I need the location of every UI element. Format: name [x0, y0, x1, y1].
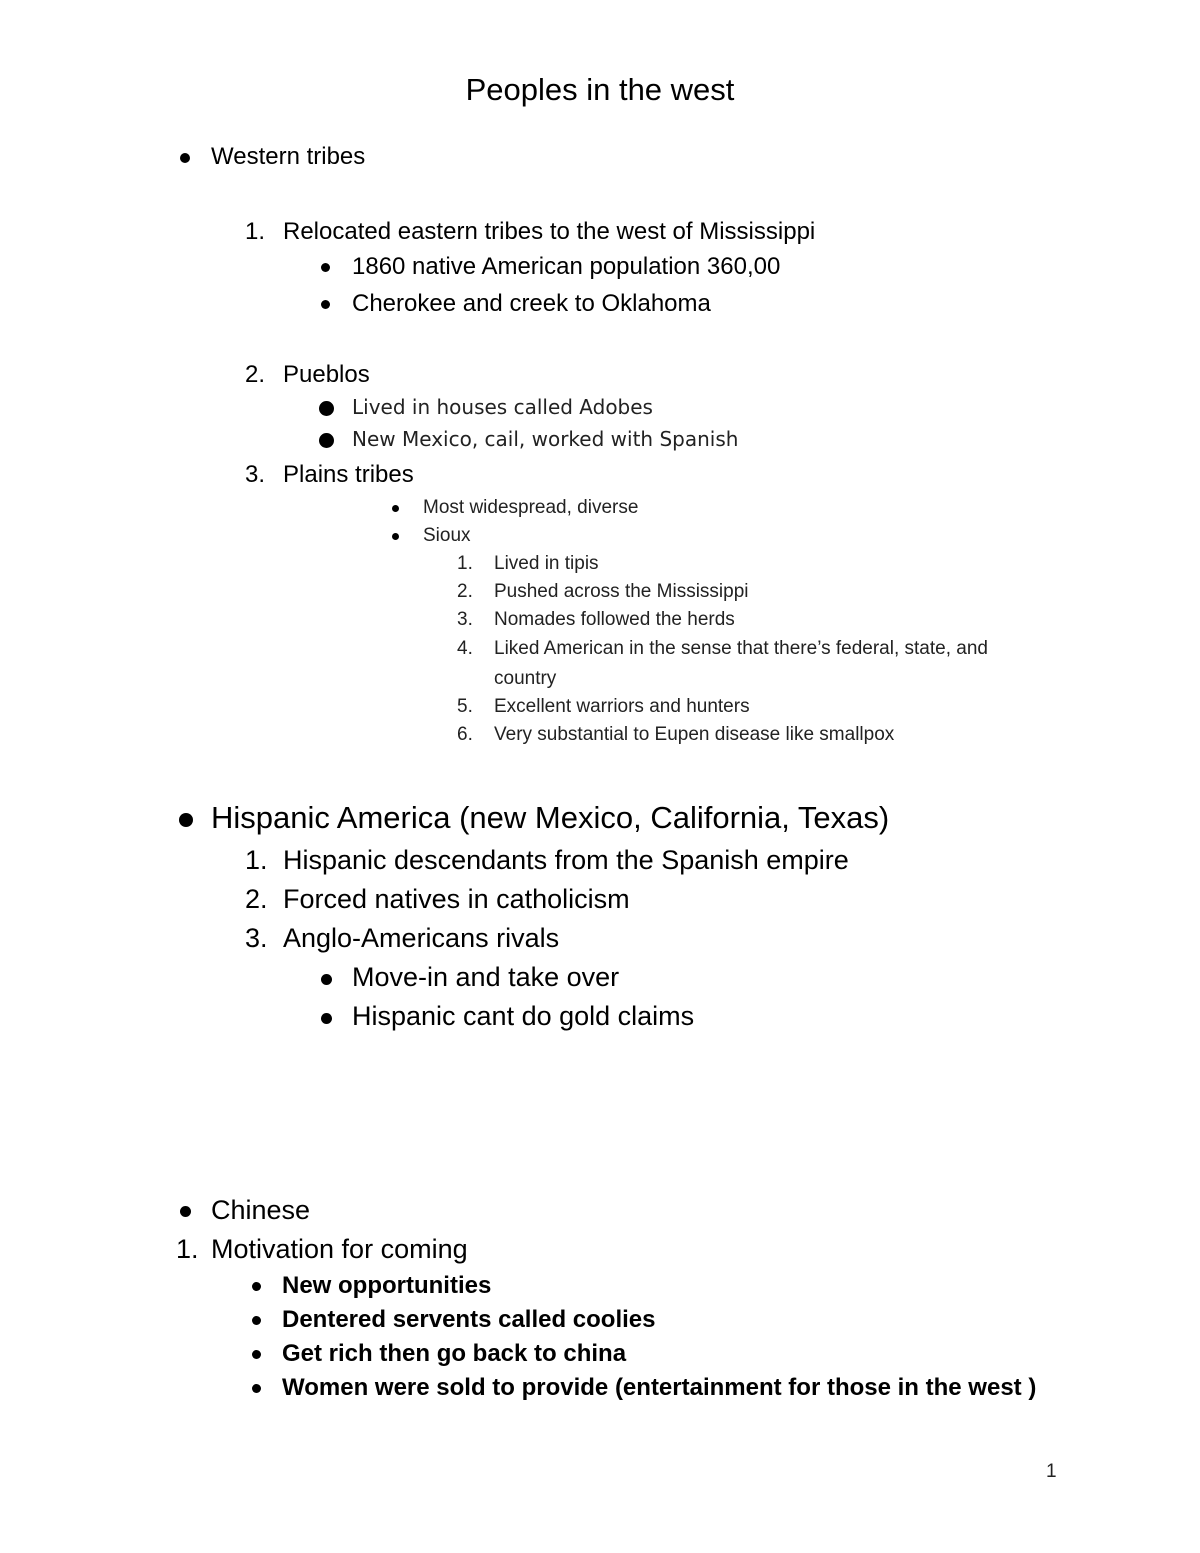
bullet-icon — [180, 153, 190, 163]
list-item: Anglo-Americans rivals — [283, 923, 560, 953]
list-item: Women were sold to provide (entertainment for those in the west ) — [282, 1374, 1037, 1401]
list-item: Dentered servents called coolies — [282, 1306, 656, 1333]
list-item: Hispanic descendants from the Spanish empire — [283, 845, 849, 875]
list-item: Relocated eastern tribes to the west of Mississippi — [283, 218, 816, 245]
bullet-icon — [179, 813, 193, 827]
list-number: 1. — [245, 845, 268, 875]
list-item: Hispanic cant do gold claims — [352, 1001, 695, 1031]
list-item: 1860 native American population 360,00 — [352, 253, 781, 280]
list-number: 1. — [245, 218, 266, 245]
bullet-icon — [392, 533, 399, 540]
list-item-continuation: country — [494, 668, 557, 689]
list-item: New Mexico, cail, worked with Spanish — [352, 427, 739, 451]
bullet-icon — [319, 401, 334, 416]
section-heading-western: Western tribes — [211, 143, 366, 170]
bullet-icon — [321, 300, 330, 309]
section-heading-hispanic: Hispanic America (new Mexico, California, Texas) — [211, 800, 890, 835]
list-item: Move-in and take over — [352, 962, 620, 992]
list-item: Excellent warriors and hunters — [494, 696, 750, 717]
bullet-icon — [321, 263, 330, 272]
list-number: 1. — [457, 553, 473, 574]
list-number: 3. — [245, 461, 266, 488]
bullet-icon — [252, 1282, 261, 1291]
list-item: Lived in tipis — [494, 553, 599, 574]
list-item: Lived in houses called Adobes — [352, 395, 653, 419]
list-number: 3. — [245, 923, 268, 953]
list-item: Pushed across the Mississippi — [494, 581, 749, 602]
list-item: Very substantial to Eupen disease like smallpox — [494, 724, 895, 745]
section-heading-chinese: Chinese — [211, 1195, 311, 1225]
page-number: 1 — [1046, 1461, 1057, 1482]
bullet-icon — [321, 1013, 332, 1024]
list-item: Liked American in the sense that there’s federal, state, and — [494, 638, 988, 659]
list-item: Nomades followed the herds — [494, 609, 735, 630]
list-number: 2. — [457, 581, 473, 602]
list-number: 6. — [457, 724, 473, 745]
list-item: Plains tribes — [283, 461, 414, 488]
bullet-icon — [392, 505, 399, 512]
bullet-icon — [252, 1350, 261, 1359]
list-item: Cherokee and creek to Oklahoma — [352, 290, 711, 317]
list-number: 1. — [176, 1234, 199, 1264]
bullet-icon — [321, 974, 332, 985]
list-item: New opportunities — [282, 1272, 492, 1299]
list-item: Sioux — [423, 525, 471, 546]
bullet-icon — [319, 433, 334, 448]
bullet-icon — [252, 1316, 261, 1325]
list-number: 3. — [457, 609, 473, 630]
list-number: 2. — [245, 884, 268, 914]
page-title: Peoples in the west — [465, 72, 735, 107]
list-item: Get rich then go back to china — [282, 1340, 627, 1367]
list-item: Pueblos — [283, 361, 370, 388]
list-item: Most widespread, diverse — [423, 497, 639, 518]
bullet-icon — [180, 1206, 191, 1217]
bullet-icon — [252, 1384, 261, 1393]
list-item: Motivation for coming — [211, 1234, 468, 1264]
list-number: 2. — [245, 361, 266, 388]
list-number: 4. — [457, 638, 473, 659]
list-item: Forced natives in catholicism — [283, 884, 630, 914]
list-number: 5. — [457, 696, 473, 717]
